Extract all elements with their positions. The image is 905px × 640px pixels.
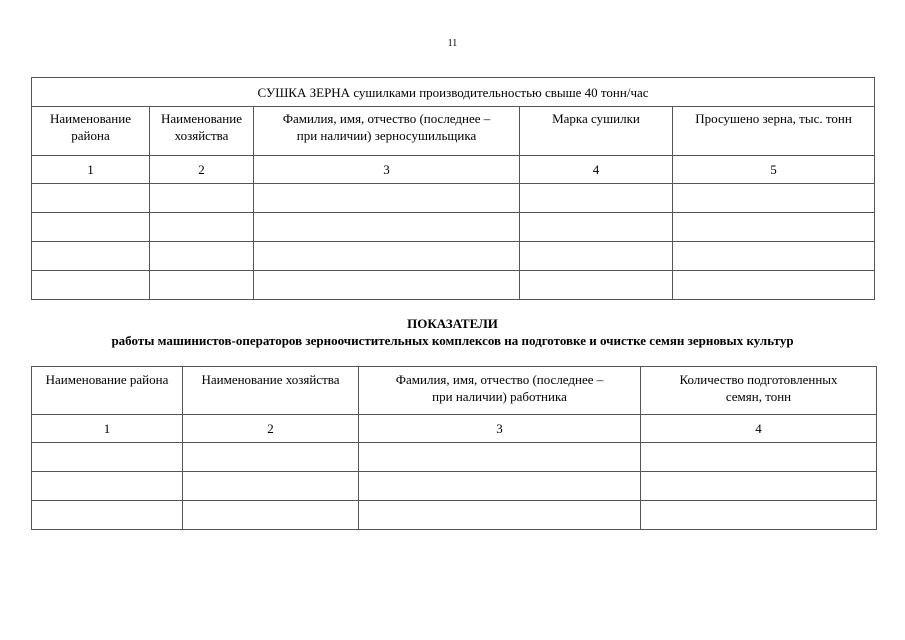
column-number-row	[32, 156, 875, 184]
column-number-row	[32, 415, 877, 443]
seed-cleaning-table	[31, 366, 877, 530]
header-line: Фамилия, имя, отчество (последнее –	[282, 111, 491, 126]
header-line: хозяйства	[174, 128, 229, 143]
empty-cell[interactable]	[673, 213, 875, 242]
empty-cell[interactable]	[254, 242, 520, 271]
grain-drying-table	[31, 77, 875, 300]
column-number: 1	[32, 415, 183, 443]
empty-cell[interactable]	[673, 184, 875, 213]
empty-cell[interactable]	[150, 271, 254, 300]
empty-cell[interactable]	[32, 443, 183, 472]
empty-cell[interactable]	[183, 501, 359, 530]
section-heading-subtitle: работы машинистов-операторов зерноочистительных комплексов на подготовке и очистке семян зерновых культур	[111, 333, 794, 348]
header-line: Наименование	[50, 111, 131, 126]
empty-cell[interactable]	[359, 501, 641, 530]
table-row	[32, 501, 877, 530]
empty-cell[interactable]	[254, 271, 520, 300]
header-line: Количество подготовленных	[679, 372, 838, 387]
column-number: 2	[150, 156, 254, 184]
empty-cell[interactable]	[150, 213, 254, 242]
column-number: 4	[520, 156, 673, 184]
header-line: Просушено зерна, тыс. тонн	[695, 111, 852, 126]
column-number: 4	[641, 415, 877, 443]
empty-cell[interactable]	[641, 472, 877, 501]
empty-cell[interactable]	[520, 271, 673, 300]
header-cell-dryer-brand	[520, 107, 673, 156]
empty-cell[interactable]	[359, 443, 641, 472]
table-row	[32, 213, 875, 242]
header-line: Фамилия, имя, отчество (последнее –	[395, 372, 604, 387]
header-cell-full-name	[254, 107, 520, 156]
table-title-row	[32, 78, 875, 107]
table-row	[32, 242, 875, 271]
empty-cell[interactable]	[673, 242, 875, 271]
header-cell-full-name	[359, 367, 641, 415]
table-row	[32, 271, 875, 300]
table-row	[32, 184, 875, 213]
table-row	[32, 472, 877, 501]
empty-cell[interactable]	[254, 184, 520, 213]
header-line: Наименование хозяйства	[201, 372, 340, 387]
empty-cell[interactable]	[520, 184, 673, 213]
empty-cell[interactable]	[183, 443, 359, 472]
column-number: 1	[32, 156, 150, 184]
header-cell-district	[32, 367, 183, 415]
empty-cell[interactable]	[32, 271, 150, 300]
header-line: района	[71, 128, 110, 143]
header-cell-seed-quantity	[641, 367, 877, 415]
empty-cell[interactable]	[641, 443, 877, 472]
header-cell-farm	[150, 107, 254, 156]
empty-cell[interactable]	[359, 472, 641, 501]
empty-cell[interactable]	[520, 242, 673, 271]
empty-cell[interactable]	[32, 242, 150, 271]
header-line: семян, тонн	[725, 389, 792, 404]
header-line: при наличии) работника	[432, 389, 567, 404]
empty-cell[interactable]	[641, 501, 877, 530]
empty-cell[interactable]	[150, 184, 254, 213]
header-line: при наличии) зерносушильщика	[296, 128, 477, 143]
header-cell-grain-dried	[673, 107, 875, 156]
empty-cell[interactable]	[32, 501, 183, 530]
header-line: Наименование	[161, 111, 242, 126]
header-line: Наименование района	[45, 372, 169, 387]
page-number: 11	[447, 38, 458, 49]
empty-cell[interactable]	[183, 472, 359, 501]
column-number: 2	[183, 415, 359, 443]
empty-cell[interactable]	[673, 271, 875, 300]
empty-cell[interactable]	[150, 242, 254, 271]
table-row	[32, 443, 877, 472]
column-number: 5	[673, 156, 875, 184]
column-number: 3	[359, 415, 641, 443]
empty-cell[interactable]	[32, 213, 150, 242]
empty-cell[interactable]	[254, 213, 520, 242]
header-line: Марка сушилки	[552, 111, 640, 126]
header-cell-farm	[183, 367, 359, 415]
empty-cell[interactable]	[520, 213, 673, 242]
empty-cell[interactable]	[32, 184, 150, 213]
header-row	[32, 367, 877, 415]
header-row	[32, 107, 875, 156]
header-cell-district	[32, 107, 150, 156]
empty-cell[interactable]	[32, 472, 183, 501]
section-heading-title: ПОКАЗАТЕЛИ	[407, 316, 498, 331]
table-title: СУШКА ЗЕРНА сушилками производительностью свыше 40 тонн/час	[32, 78, 875, 107]
column-number: 3	[254, 156, 520, 184]
